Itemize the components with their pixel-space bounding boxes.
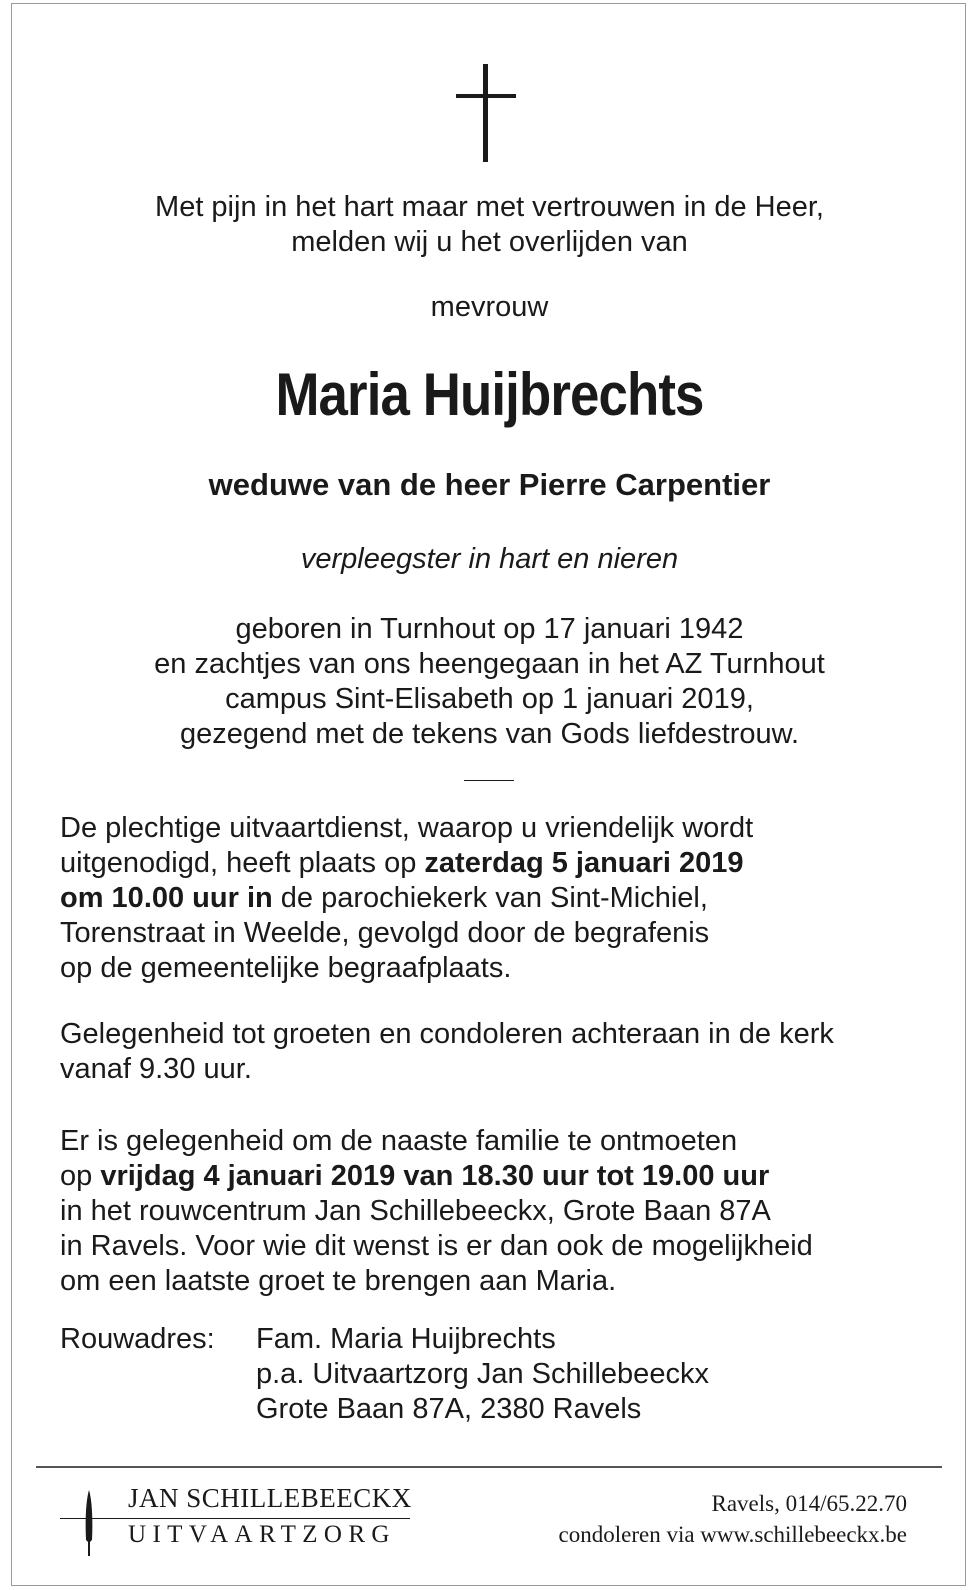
meeting-datetime: vrijdag 4 januari 2019 van 18.30 uur tot 19.00 uur xyxy=(100,1160,770,1192)
service-date: zaterdag 5 januari 2019 xyxy=(424,847,744,879)
meeting-text: op xyxy=(60,1160,101,1192)
occupation: verpleegster in hart en nieren xyxy=(300,543,679,575)
footer-divider xyxy=(36,1466,942,1468)
service-text: uitgenodigd, heeft plaats op xyxy=(60,847,425,879)
service-time: om 10.00 uur in xyxy=(60,882,273,914)
meeting-line: in Ravels. Voor wie dit wenst is er dan ook de mogelijkheid xyxy=(60,1230,813,1262)
meeting-line: in het rouwcentrum Jan Schillebeeckx, Grote Baan 87A xyxy=(60,1195,771,1227)
condolence-line: Gelegenheid tot groeten en condoleren achteraan in de kerk xyxy=(60,1018,834,1050)
detail-line: campus Sint-Elisabeth op 1 januari 2019, xyxy=(225,683,754,715)
contact-website[interactable]: condoleren via www.schillebeeckx.be xyxy=(558,1522,907,1547)
deceased-name: Maria Huijbrechts xyxy=(275,361,704,428)
service-line xyxy=(60,846,940,881)
service-line: De plechtige uitvaartdienst, waarop u vriendelijk wordt xyxy=(60,812,754,844)
intro-text xyxy=(12,190,967,260)
cross-icon xyxy=(456,64,516,162)
obituary-notice xyxy=(11,3,966,1586)
detail-line: en zachtjes van ons heengegaan in het AZ Turnhout xyxy=(154,648,825,680)
detail-line: geboren in Turnhout op 17 januari 1942 xyxy=(235,613,744,645)
service-paragraph xyxy=(60,811,940,986)
intro-line: melden wij u het overlijden van xyxy=(291,226,688,258)
condolence-paragraph xyxy=(60,1017,940,1087)
logo-subtitle: UITVAARTZORG xyxy=(128,1521,396,1548)
meeting-line xyxy=(60,1159,940,1194)
address-line: p.a. Uitvaartzorg Jan Schillebeeckx xyxy=(256,1358,709,1390)
meeting-line: Er is gelegenheid om de naaste familie te ontmoeten xyxy=(60,1125,738,1157)
cypress-tree-icon xyxy=(84,1490,94,1556)
condolence-line: vanaf 9.30 uur. xyxy=(60,1053,252,1085)
logo-rule xyxy=(60,1518,410,1519)
detail-line: gezegend met de tekens van Gods liefdestrouw. xyxy=(179,718,800,750)
address-line: Fam. Maria Huijbrechts xyxy=(256,1323,556,1355)
service-line: Torenstraat in Weelde, gevolgd door de begrafenis xyxy=(60,917,710,949)
service-line: op de gemeentelijke begraafplaats. xyxy=(60,952,512,984)
address-line: Grote Baan 87A, 2380 Ravels xyxy=(256,1393,642,1425)
meeting-paragraph xyxy=(60,1124,940,1299)
service-location: de parochiekerk van Sint-Michiel, xyxy=(272,882,708,914)
funeral-home-logo xyxy=(60,1482,420,1564)
birth-death-details xyxy=(12,612,967,752)
honorific: mevrouw xyxy=(430,291,549,323)
contact-phone: Ravels, 014/65.22.70 xyxy=(711,1491,907,1516)
address-block xyxy=(256,1322,709,1427)
widow-of: weduwe van de heer Pierre Carpentier xyxy=(208,467,771,502)
divider xyxy=(464,780,514,781)
address-label: Rouwadres: xyxy=(60,1323,215,1355)
contact-info xyxy=(559,1488,907,1550)
meeting-line: om een laatste groet te brengen aan Maria. xyxy=(60,1265,617,1297)
logo-name: JAN SCHILLEBEECKX xyxy=(128,1483,412,1513)
intro-line: Met pijn in het hart maar met vertrouwen in de Heer, xyxy=(155,191,824,223)
service-line xyxy=(60,881,940,916)
